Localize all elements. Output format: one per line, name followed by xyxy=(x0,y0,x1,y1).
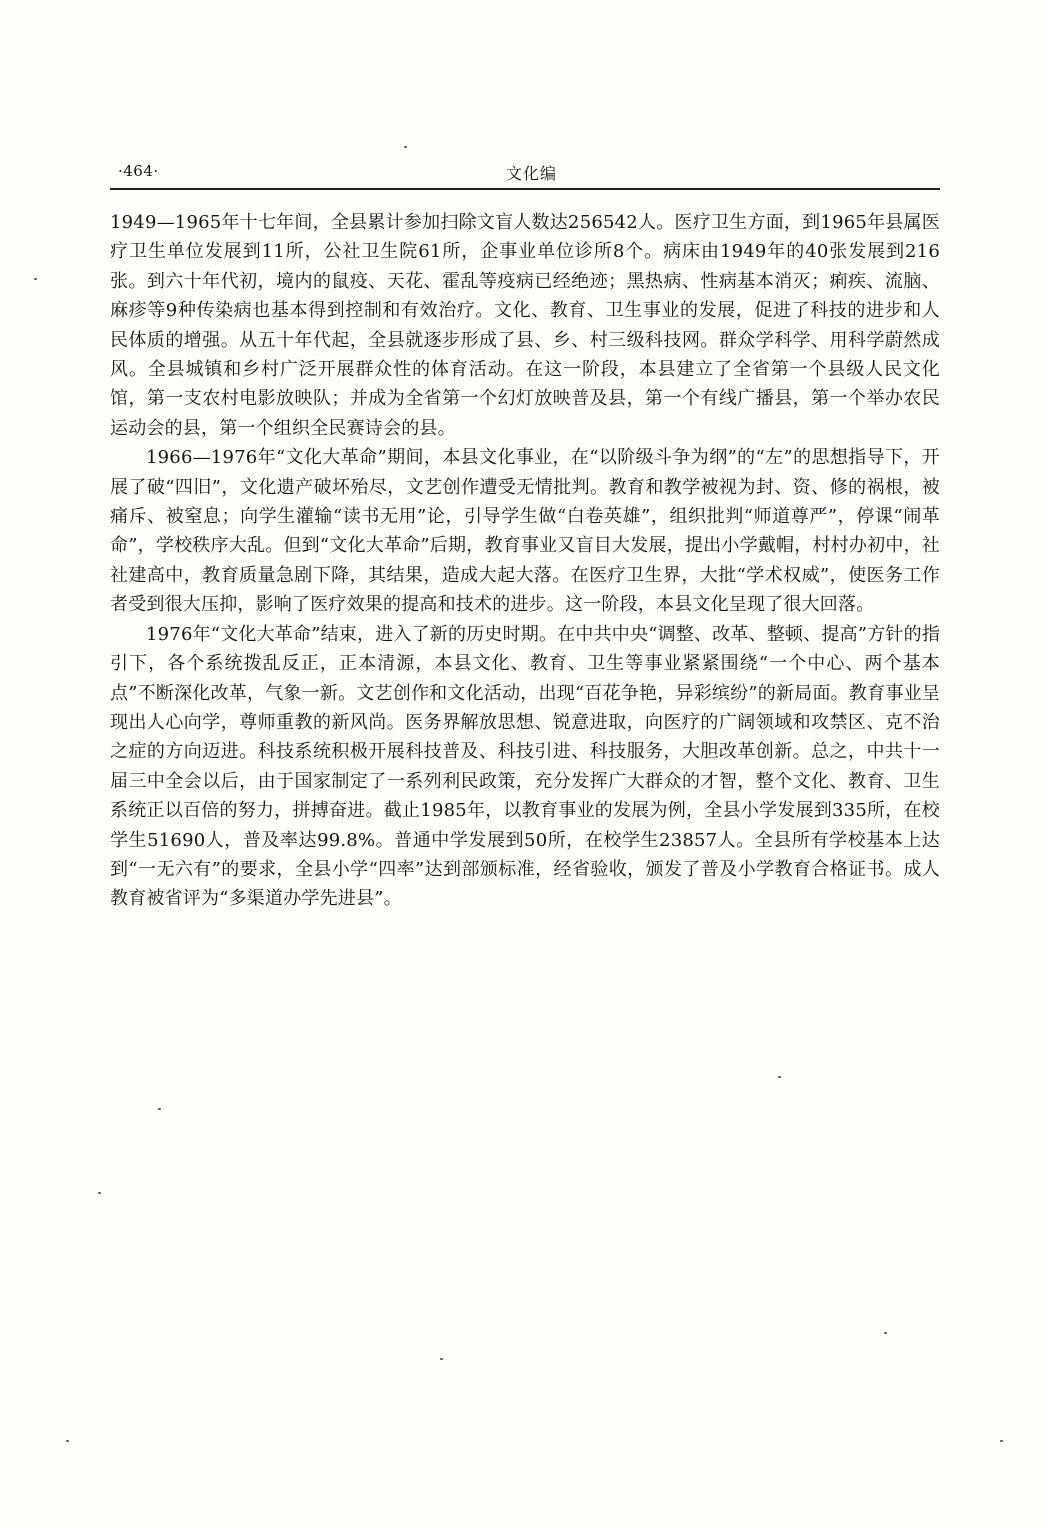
paragraph-2: 1966—1976年“文化大革命”期间，本县文化事业，在“以阶级斗争为纲”的“左”的思想指导下，开展了破“四旧”，文化遗产破坏殆尽，文艺创作遭受无情批判。教育和教学被视为封、资、修的祸根，被痛斥、被窒息；向学生灌输“读书无用”论，引导学生做“白卷英雄”，组织批判“师道尊严”，停课“闹革命”，学校秩序大乱。但到“文化大革命”后期，教育事业又盲目大发展，提出小学戴帽，村村办初中，社社建高中，教育质量急剧下降，其结果，造成大起大落。在医疗卫生界，大批“学术权威”，使医务工作者受到很大压抑，影响了医疗效果的提高和技术的进步。这一阶段，本县文化呈现了很大回落。 xyxy=(110,447,940,616)
scan-speck xyxy=(884,1332,887,1334)
paragraph-3: 1976年“文化大革命”结束，进入了新的历史时期。在中共中央“调整、改革、整顿、提高”方针的指引下，各个系统拨乱反正，正本清源，本县文化、教育、卫生等事业紧紧围绕“一个中心、两个基本点”不断深化改革，气象一新。文艺创作和文化活动，出现“百花争艳，异彩缤纷”的新局面。教育事业呈现出人心向学，尊师重教的新风尚。医务界解放思想、锐意进取，向医疗的广阔领域和攻禁区、克不治之症的方向迈进。科技系统积极开展科技普及、科技引进、科技服务，大胆改革创新。总之，中共十一届三中全会以后，由于国家制定了一系列利民政策，充分发挥广大群众的才智，整个文化、教育、卫生系统正以百倍的努力，拼搏奋进。截止1985年，以教育事业的发展为例，全县小学发展到335所，在校学生51690人，普及率达99.8%。普通中学发展到50所，在校学生23857人。全县所有学校基本上达到“一无六有”的要求，全县小学“四率”达到部颁标准，经省验收，颁发了普及小学教育合格证书。成人教育被省评为“多渠道办学先进县”。 xyxy=(110,623,941,910)
paragraph-1: 1949—1965年十七年间，全县累计参加扫除文盲人数达256542人。医疗卫生方面，到1965年县属医疗卫生单位发展到11所，公社卫生院61所，企事业单位诊所8个。病床由1949年的40张发展到216张。到六十年代初，境内的鼠疫、天花、霍乱等疫病已经绝迹；黑热病、性病基本消灭；痢疾、流脑、麻疹等9种传染病也基本得到控制和有效治疗。文化、教育、卫生事业的发展，促进了科技的进步和人民体质的增强。从五十年代起，全县就逐步形成了县、乡、村三级科技网。群众学科学、用科学蔚然成风。全县城镇和乡村广泛开展群众性的体育活动。在这一阶段，本县建立了全省第一个县级人民文化馆，第一支农村电影放映队；并成为全省第一个幻灯放映普及县，第一个有线广播县，第一个举办农民运动会的县，第一个组织全民赛诗会的县。 xyxy=(110,212,940,439)
scan-speck xyxy=(158,1108,161,1110)
scan-speck xyxy=(98,1192,101,1194)
scan-speck xyxy=(1000,1440,1003,1442)
page-header xyxy=(110,152,940,188)
scan-speck xyxy=(66,1440,69,1442)
section-title: 文化编 xyxy=(506,164,558,183)
header-rule xyxy=(110,188,940,190)
scan-speck xyxy=(778,1076,781,1078)
body-text xyxy=(110,208,940,914)
scan-speck xyxy=(440,1358,443,1360)
scan-speck xyxy=(404,146,407,148)
page-number: ·464· xyxy=(118,162,159,180)
scan-speck xyxy=(34,278,37,280)
